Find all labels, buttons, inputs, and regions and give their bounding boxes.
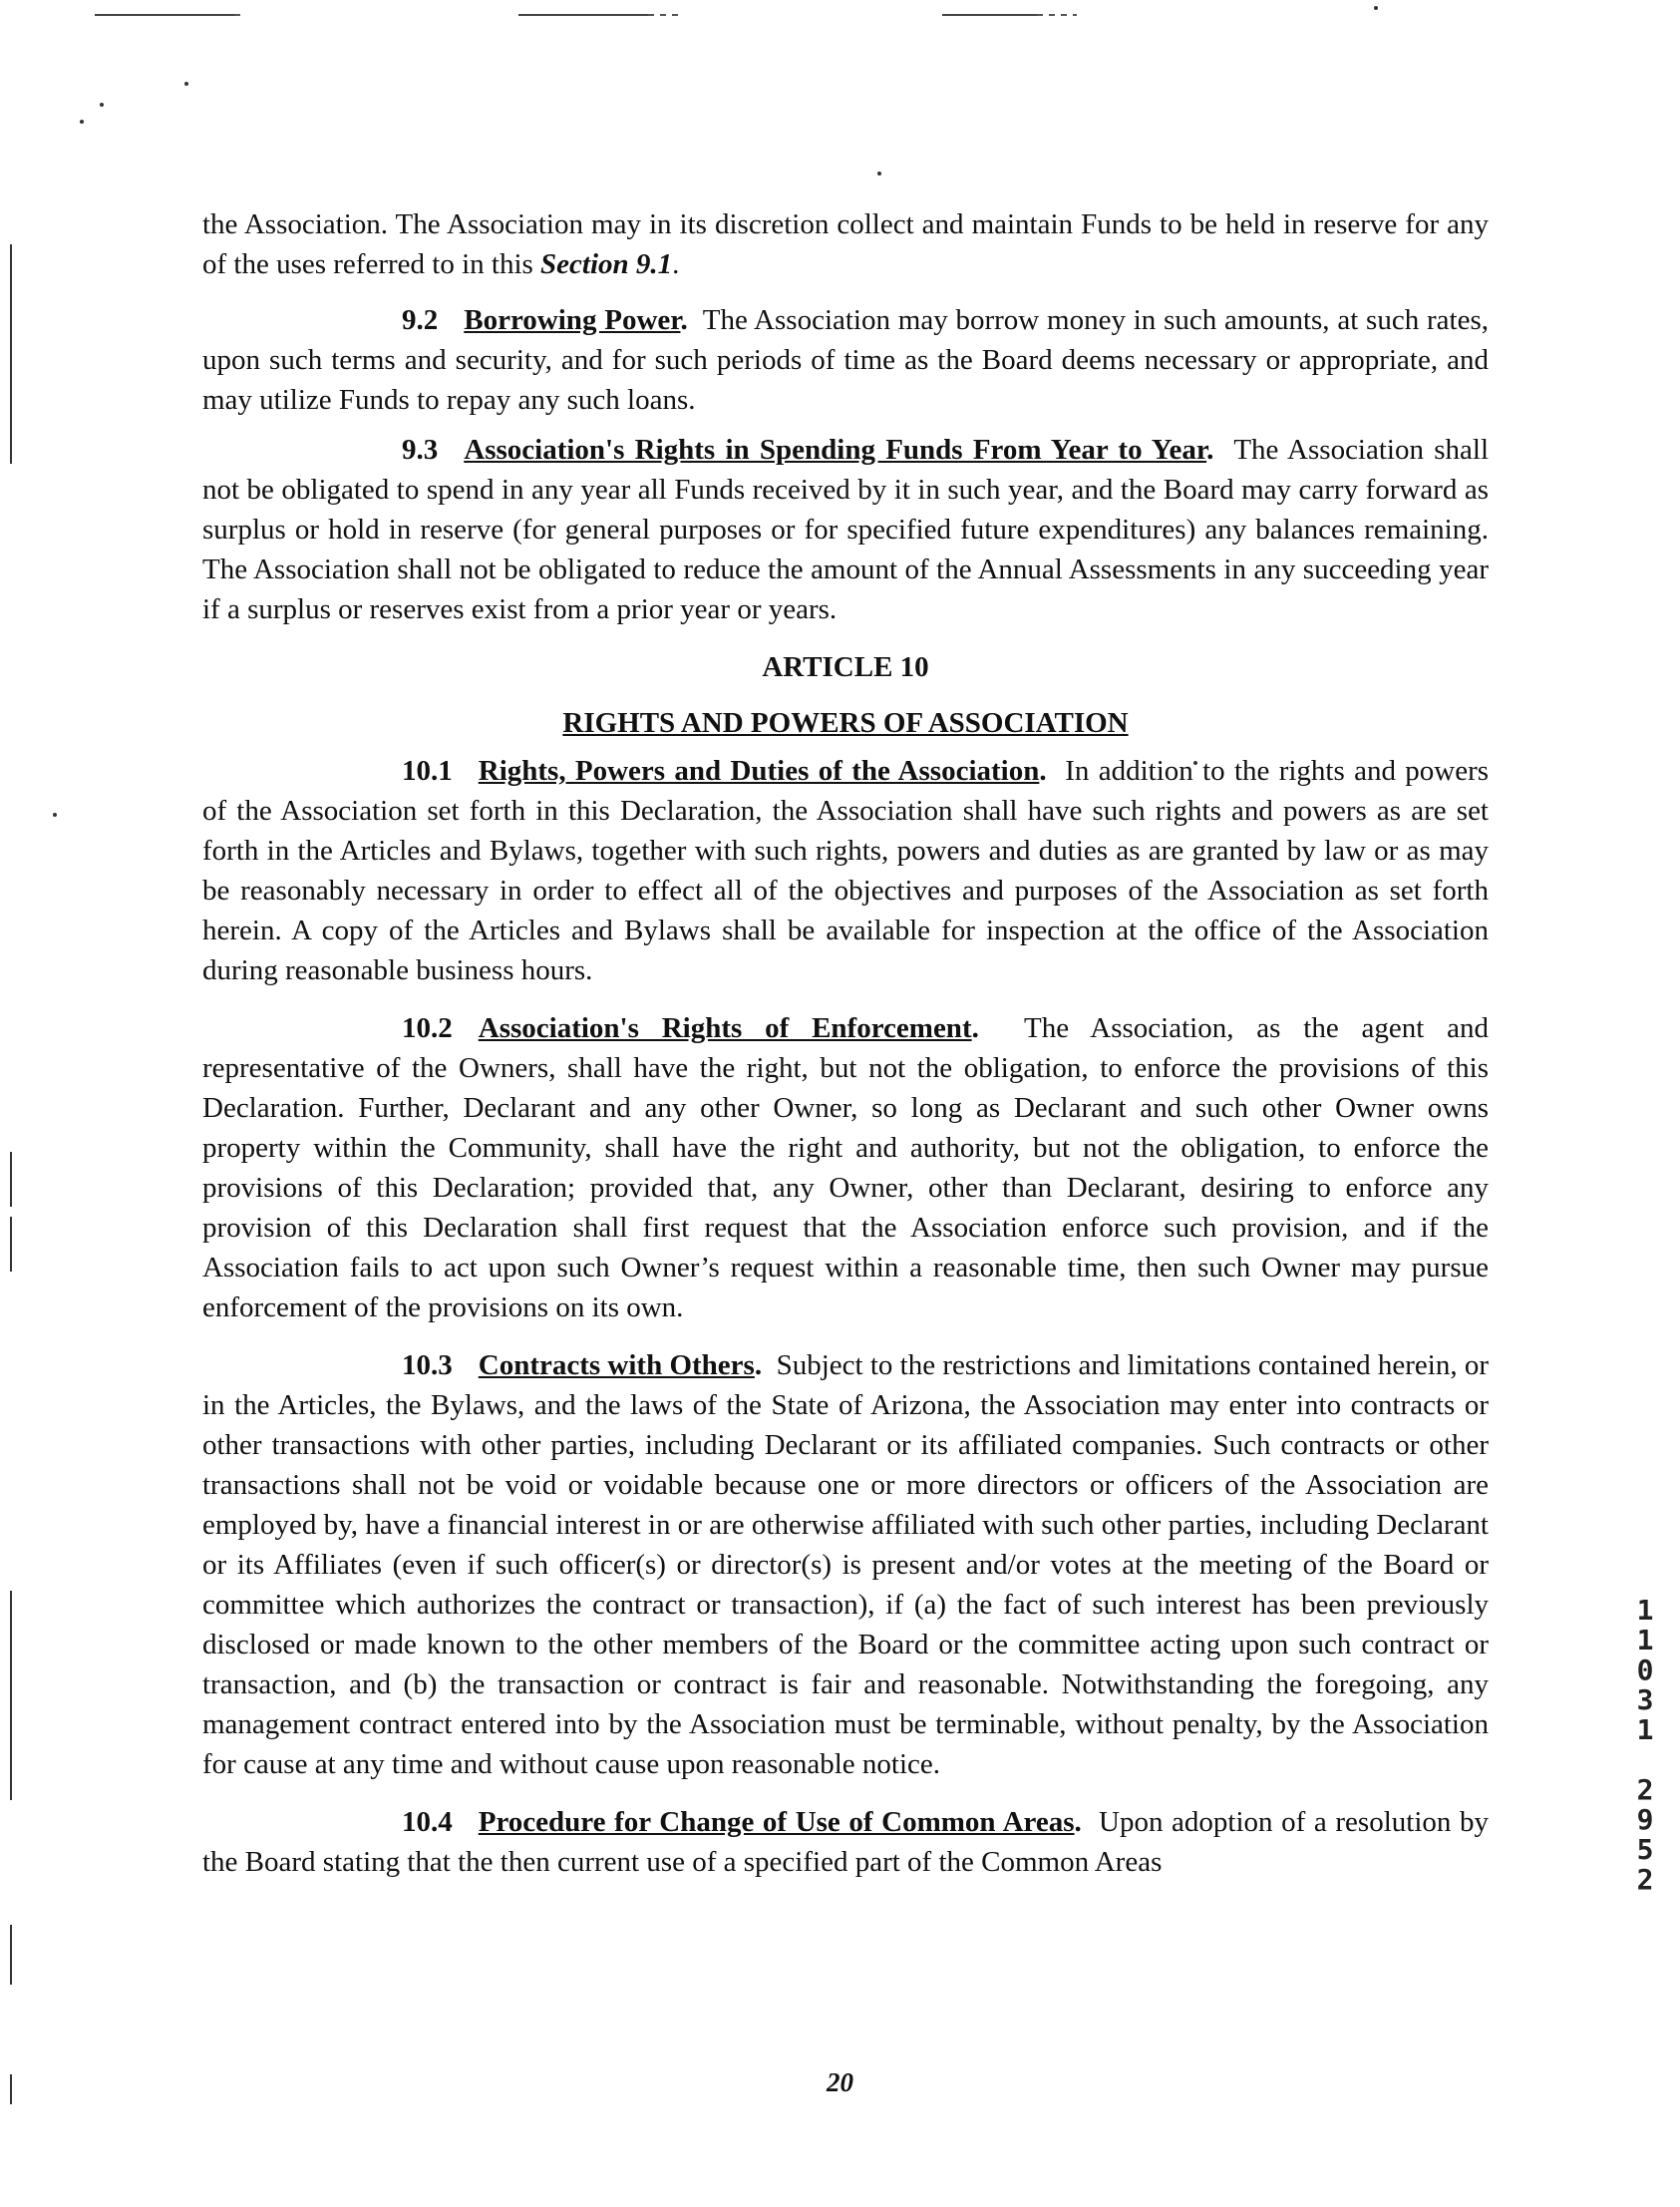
section-text: The Association shall not be obligated to spend in any year all Funds received by it in such year, and the Board may carry forward as surplus or hold in reserve (for general purposes or for specified future expenditures) any balances remaining. The Association shall not be obligated to reduce the amount of the Annual Assessments in any succeeding year if a surplus or reserves exist from a prior year or years.: [202, 434, 1489, 625]
section-number: 9.2: [402, 304, 439, 336]
section-10-3: 10.3 Contracts with Others. Subject to the restrictions and limitations contained herein, or in the Articles, the Bylaws, and the laws of the State of Arizona, the Association may enter into contracts or other transactions with other parties, including Declarant or its affiliated companies. Such contracts or other transactions shall not be void or voidable because one or more directors or officers of the Association are employed by, have a financial interest in or are otherwise affiliated with such other parties, including Declarant or its Affiliates (even if such officer(s) or director(s) is present and/or votes at the meeting of the Board or committee which authorizes the contract or transaction), if (a) the fact of such interest has been previously disclosed or made known to the other members of the Board or the committee acting upon such contract or transaction, and (b) the transaction or contract is fair and reasonable. Notwithstanding the foregoing, any management contract entered into by the Association must be terminable, without penalty, by the Association for cause at any time and without cause upon reasonable notice.: [202, 1345, 1489, 1784]
scan-speck: [184, 82, 188, 86]
scan-speck: [877, 172, 881, 176]
section-10-4: 10.4 Procedure for Change of Use of Common Areas. Upon adoption of a resolution by the Board stating that the then current use of a specified part of the Common Areas: [202, 1802, 1489, 1882]
margin-bar: [10, 1925, 12, 1985]
scan-line: [1037, 14, 1077, 16]
article-heading: ARTICLE 10: [762, 651, 929, 683]
scan-speck: [100, 103, 104, 107]
stamp-digit: 1: [1636, 1594, 1654, 1627]
section-title: Rights, Powers and Duties of the Association: [478, 755, 1040, 787]
stamp-digit: 2: [1636, 1863, 1654, 1896]
margin-bar: [10, 244, 12, 464]
margin-bar: [10, 1217, 12, 1272]
margin-bar: [10, 1152, 12, 1207]
intro-text: the Association. The Association may in its discretion collect and maintain Funds to be held in reserve for any of the uses referred to in this: [202, 208, 1489, 280]
section-10-1: 10.1 Rights, Powers and Duties of the Association. In addition to the rights and powers of the Association set forth in this Declaration, the Association shall have such rights and powers as are set forth in the Articles and Bylaws, together with such rights, powers and duties as are granted by law or as may be reasonably necessary in order to effect all of the objectives and purposes of the Association as set forth herein. A copy of the Articles and Bylaws shall be available for inspection at the office of the Association during reasonable business hours.: [202, 751, 1489, 990]
page-number: 20: [827, 2067, 853, 2097]
intro-text-end: .: [672, 248, 680, 280]
section-10-2: 10.2 Association's Rights of Enforcement. The Association, as the agent and representative of the Owners, shall have the right, but not the obligation, to enforce the provisions of this Declaration. Further, Declarant and any other Owner, so long as Declarant and such other Owner owns property within the Community, shall have the right and authority, but not the obligation, to enforce the provisions of this Declaration; provided that, any Owner, other than Declarant, desiring to enforce any provision of this Declaration shall first request that the Association enforce such provision, and if the Association fails to act upon such Owner’s request within a reasonable time, then such Owner may pursue enforcement of the provisions on its own.: [202, 1008, 1489, 1327]
document-body: [202, 204, 1489, 1882]
section-reference: Section 9.1: [540, 248, 673, 280]
section-number: 10.4: [402, 1806, 453, 1838]
stamp-digit: 1: [1636, 1713, 1654, 1746]
scan-line: [234, 14, 244, 16]
section-9-2: 9.2 Borrowing Power. The Association may borrow money in such amounts, at such rates, upon such terms and security, and for such periods of time as the Board deems necessary or appropriate, and may utilize Funds to repay any such loans.: [202, 300, 1489, 420]
intro-paragraph: [202, 204, 1489, 284]
section-text: Upon adoption of a resolution by the Board stating that the then current use of a specified part of the Common Areas: [202, 1806, 1489, 1878]
stamp-digit: 2: [1636, 1773, 1654, 1806]
article-title: RIGHTS AND POWERS OF ASSOCIATION: [562, 707, 1129, 739]
section-title: Contracts with Others: [478, 1349, 755, 1381]
section-text: The Association, as the agent and representative of the Owners, shall have the right, but not the obligation, to enforce the provisions of this Declaration. Further, Declarant and any other Owner, so long as Declarant and such other Owner owns property within the Community, shall have the right and authority, but not the obligation, to enforce the provisions of this Declaration; provided that, any Owner, other than Declarant, desiring to enforce any provision of this Declaration shall first request that the Association enforce such provision, and if the Association fails to act upon such Owner’s request within a reasonable time, then such Owner may pursue enforcement of the provisions on its own.: [202, 1012, 1490, 1323]
section-title: Procedure for Change of Use of Common Areas: [478, 1806, 1075, 1838]
section-number: 10.3: [402, 1349, 453, 1381]
section-9-3: 9.3 Association's Rights in Spending Funds From Year to Year. The Association shall not be obligated to spend in any year all Funds received by it in such year, and the Board may carry forward as surplus or hold in reserve (for general purposes or for specified future expenditures) any balances remaining. The Association shall not be obligated to reduce the amount of the Annual Assessments in any succeeding year if a surplus or reserves exist from a prior year or years.: [202, 430, 1489, 629]
scan-line: [518, 14, 648, 16]
scan-speck: [80, 120, 84, 124]
section-number: 10.1: [402, 755, 453, 787]
stamp-digit: 9: [1636, 1803, 1654, 1836]
section-title: Association's Rights of Enforcement: [478, 1012, 972, 1044]
section-title: Borrowing Power: [464, 304, 681, 336]
stamp-digit: 5: [1636, 1833, 1654, 1866]
scan-line: [95, 14, 234, 16]
section-title: Association's Rights in Spending Funds From Year to Year: [464, 434, 1207, 466]
scan-speck: [53, 813, 57, 817]
scan-speck: [1374, 6, 1378, 10]
section-number: 10.2: [402, 1012, 453, 1044]
section-text: In addition to the rights and powers of the Association set forth in this Declaration, the Association shall have such rights and powers as are set forth in the Articles and Bylaws, together with such rights, powers and duties as are granted by law or as may be reasonably necessary in order to effect all of the objectives and purposes of the Association as set forth herein. A copy of the Articles and Bylaws shall be available for inspection at the office of the Association during reasonable business hours.: [202, 755, 1490, 986]
stamp-digit: 3: [1636, 1683, 1654, 1716]
scan-line: [942, 14, 1037, 16]
stamp-digit: [1633, 1745, 1657, 1775]
section-text: The Association may borrow money in such amounts, at such rates, upon such terms and security, and for such periods of time as the Board deems necessary or appropriate, and may utilize Funds to repay any such loans.: [202, 304, 1489, 416]
section-text: Subject to the restrictions and limitations contained herein, or in the Articles, the Bylaws, and the laws of the State of Arizona, the Association may enter into contracts or other transactions with other parties, including Declarant or its affiliated companies. Such contracts or other transactions shall not be void or voidable because one or more directors or officers of the Association are employed by, have a financial interest in or are otherwise affiliated with such other parties, including Declarant or its Affiliates (even if such officer(s) or director(s) is present and/or votes at the meeting of the Board or committee which authorizes the contract or transaction), if (a) the fact of such interest has been previously disclosed or made known to the other members of the Board or the committee acting upon such contract or transaction, and (b) the transaction or contract is fair and reasonable. Notwithstanding the foregoing, any management contract entered into by the Association must be terminable, without penalty, by the Association for cause at any time and without cause upon reasonable notice.: [202, 1349, 1490, 1780]
stamp-digit: 1: [1636, 1624, 1654, 1656]
stamp-digit: 0: [1636, 1654, 1654, 1686]
margin-bar: [10, 1591, 12, 1800]
scan-line: [648, 14, 678, 16]
recording-stamp: [1633, 1596, 1657, 1895]
section-number: 9.3: [402, 434, 439, 466]
